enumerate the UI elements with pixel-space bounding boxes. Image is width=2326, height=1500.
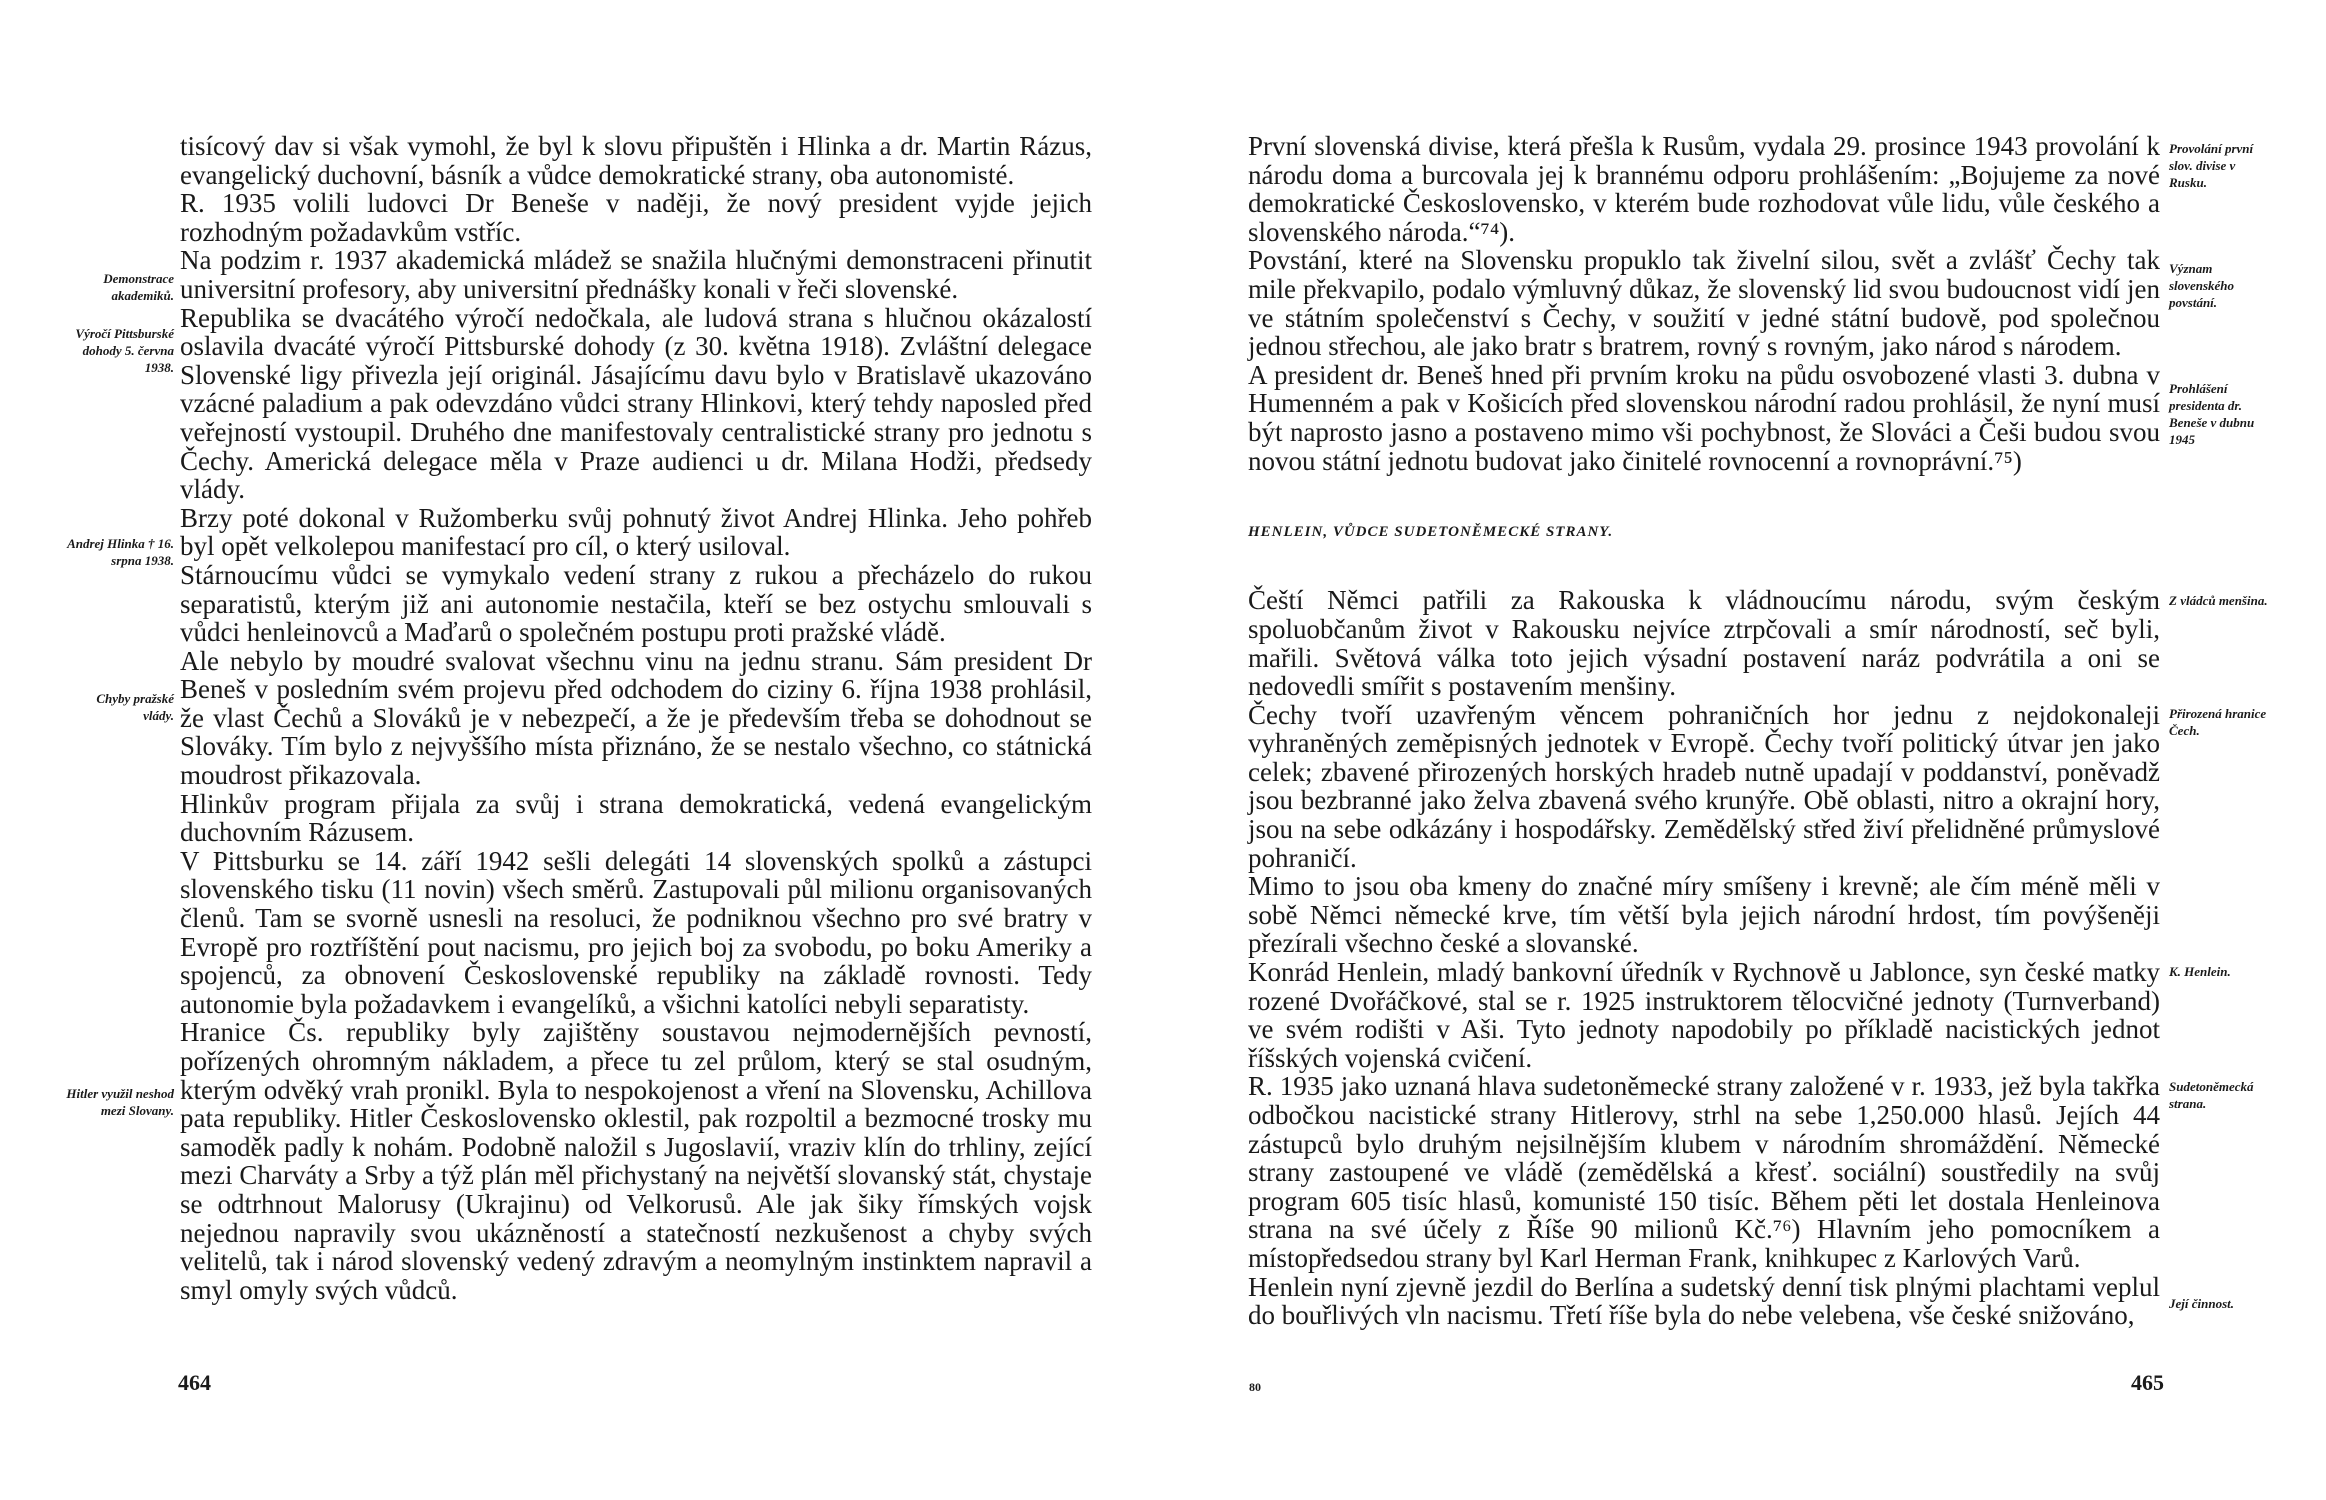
marginal-note: Andrej Hlinka † 16. srpna 1938. [67,536,174,568]
marginal-note: K. Henlein. [2169,964,2231,979]
paragraph: R. 1935 jako uznaná hlava sudetoněmecké strany založené v r. 1933, jež byla takřka odbočkou nacistické strany Hitlerovy, strhl na sebe 1,250.000 hlasů. Jejích 44 zástupců bylo druhým nejsilnějším klubem v národním shromáždění. Německé strany zastoupené ve vládě (zemědělská a křesť. sociální) soustředily na svůj program 605 tisíc hlasů, komunisté 150 tisíc. Během pěti let dostala Henleinova strana na své účely z Říše 90 milionů Kč.⁷⁶) Hlavním jeho pomocníkem a místopředsedou strany byl Karl Herman Frank, knihkupec z Karlových Varů. [1248,1071,2160,1273]
paragraph: Mimo to jsou oba kmeny do značné míry smíšeny i krevně; ale čím méně měli v sobě Němci německé krve, tím větší byla jejich národní hrdost, tím povýšeněji přezírali všechno české a slovanské. [1248,871,2160,959]
paragraph: Čechy tvoří uzavřeným věncem pohraničních hor jednu z nejdokonaleji vyhraněných zeměpisných jednotek v Evropě. Čechy tvoří politický útvar jen jako celek; zbavené přirozených horských hradeb nutně upadají v poddanství, poněvadž jsou bezbranné jako želva zbavená svého krunýře. Obě oblasti, nitro a okrajní hory, jsou na sebe odkázány i hospodářsky. Zemědělský střed živí přelidněné průmyslové pohraničí. [1248,699,2160,873]
marginal-note: Její činnost. [2169,1296,2235,1311]
marginal-note: Chyby pražské vlády. [96,691,174,723]
paragraph: Čeští Němci patřili za Rakouska k vládnoucímu národu, svým českým spoluobčanům život v Rakousku nejvíce ztrpčovali a smír národností, seč byli, mařili. Světová válka toto jejich výsadní postavení naráz podvrátila a oni se nedovedli smířit s postavením menšiny. [1248,585,2160,702]
paragraph: V Pittsburku se 14. září 1942 sešli delegáti 14 slovenských spolků a zástupci slovenského tisku (11 novin) všech směrů. Zastupovali půl milionu organisovaných členů. Tam se svorně usnesli na resoluci, že podniknou všechno pro své bratry v Evropě pro roztříštění pout nacismu, pro jejich boj za svobodu, po boku Ameriky a spojenců, za obnovení Československé republiky na základě rovnosti. Tedy autonomie byla požadavkem i evangelíků, a všichni katolíci nebyli separatisty. [180,845,1092,1019]
marginal-note: Sudetoněmecká strana. [2169,1079,2254,1111]
paragraph: Ale nebylo by moudré svalovat všechnu vinu na jednu stranu. Sám president Dr Beneš v posledním svém projevu před odchodem do ciziny 6. října 1938 prohlásil, že vlast Čechů a Slováků je v nebezpečí, a že je především třeba se dohodnout se Slováky. Tím bylo z nejvyššího místa přiznáno, že se nestalo všechno, co státnická moudrost přikazovala. [180,645,1092,791]
page-number: 465 [2131,1370,2164,1395]
paragraph: Henlein nyní zjevně jezdil do Berlína a sudetský denní tisk plnými plachtami veplul do bouřlivých vln nacismu. Třetí říše byla do nebe velebena, vše české snižováno, [1248,1271,2160,1331]
marginal-note: Provolání první slov. divise v Rusku. [2169,141,2254,190]
marginal-note: Prohlášení presidenta dr. Beneše v dubnu 1945 [2169,381,2255,447]
section-heading: HENLEIN, VŮDCE SUDETONĚMECKÉ STRANY. [1248,523,1614,540]
paragraph: Republika se dvacátého výročí nedočkala, ale ludová strana s hlučnou okázalostí oslavila dvacáté výročí Pittsburské dohody (z 30. května 1918). Zvláštní delegace Slovenské ligy přivezla její originál. Jásajícímu davu bylo v Bratislavě ukazováno vzácné paladium a pak odevzdáno vůdci strany Hlinkovi, který tehdy naposled před veřejností vystoupil. Druhého dne manifestovaly centralistické strany pro jednotu s Čechy. Americká delegace měla v Praze audienci u dr. Milana Hodži, předsedy vlády. [180,302,1092,505]
marginal-note: Význam slovenského povstání. [2169,261,2234,310]
paragraph: Na podzim r. 1937 akademická mládež se snažila hlučnými demonstraceni přinutit universitní profesory, aby universitní přednášky konali v řeči slovenské. [180,245,1092,304]
page-number: 464 [178,1370,211,1395]
signature-mark: 80 [1249,1380,1261,1394]
paragraph: Konrád Henlein, mladý bankovní úředník v Rychnově u Jablonce, syn české matky rozené Dvořáčkové, stal se r. 1925 instruktorem tělocvičné jednoty (Turnverband) ve svém rodišti v Aši. Tyto jednoty napodobily po příkladě nacistických jednot říšských vojenská cvičení. [1248,957,2160,1073]
marginal-note: Z vládců menšina. [2169,593,2268,608]
spacer [1248,475,2160,504]
marginal-note: Demonstrace akademiků. [103,271,174,303]
paragraph: První slovenská divise, která přešla k Rusům, vydala 29. prosince 1943 provolání k národu doma a burcovala jej k brannému odporu prohlášením: „Bojujeme za nové demokratické Československo, v kterém bude rozhodovat vůle lidu, vůle českého a slovenského národa.“⁷⁴). [1248,131,2160,247]
right-page-text [1248,132,2160,1330]
paragraph: Brzy poté dokonal v Ružomberku svůj pohnutý život Andrej Hlinka. Jeho pohřeb byl opět velkolepou manifestací pro cíl, o který usiloval. [180,502,1092,562]
paragraph: Stárnoucímu vůdci se vymykalo vedení strany z rukou a přecházelo do rukou separatistů, kterým již ani autonomie nestačila, kteří se bez ostychu smlouvali s vůdci henleinovců a Maďarů o společném postupu proti pražské vládě. [180,559,1092,648]
marginal-note: Výročí Pittsburské dohody 5. června 1938. [75,326,174,375]
left-page-text [180,132,1092,1304]
marginal-note: Hitler využil neshod mezi Slovany. [66,1086,174,1118]
paragraph: Hlinkův program přijala za svůj i strana demokratická, vedená evangelickým duchovním Rázusem. [180,788,1092,848]
paragraph: Hranice Čs. republiky byly zajištěny soustavou nejmodernějších pevností, pořízených ohromným nákladem, a přece tu zel průlom, který se stal osudným, kterým odvěký vrah pronikl. Byla to nespokojenost a vření na Slovensku, Achillova pata republiky. Hitler Československo oklestil, pak rozpoltil a bezmocné trosky mu samoděk padly k nohám. Podobně naložil s Jugoslavií, vraziv klín do trhliny, zející mezi Charváty a Srby a týž plán měl přichystaný na největší slovanský stát, chystaje se odtrhnout Malorusy (Ukrajinu) od Velkorusů. Ale jak šiky římských vojsk nejednou napravily svou ukázněností a statečností nezkušenost a chyby svých velitelů, tak i národ slovenský vedený zdravým a neomylným instinktem napravil a smyl omyly svých vůdců. [180,1017,1092,1305]
right-page [1163,0,2326,1500]
paragraph: A president dr. Beneš hned při prvním kroku na půdu osvobozené vlasti 3. dubna v Humenném a pak v Košicích před slovenskou národní radou prohlásil, že nyní musí být naprosto jasno a postaveno mimo vši pochybnost, že Slováci a Češi budou svou novou státní jednotu budovat jako činitelé rovnocenní a rovnoprávní.⁷⁵) [1248,359,2160,476]
paragraph: Povstání, které na Slovensku propuklo tak živelní silou, svět a zvlášť Čechy tak mile překvapilo, podalo výmluvný důkaz, že slovenský lid svou budoucnost vidí jen ve státním společenství s Čechy, v soužití v jedné státní budově, pod společnou jednou střechou, ale jako bratr s bratrem, rovný s rovným, jako národ s národem. [1248,245,2160,362]
marginal-note: Přirozená hranice Čech. [2169,706,2267,738]
paragraph: R. 1935 volili ludovci Dr Beneše v naději, že nový president vyjde jejich rozhodným požadavkům vstříc. [180,188,1092,247]
paragraph: tisícový dav si však vymohl, že byl k slovu připuštěn i Hlinka a dr. Martin Rázus, evangelický duchovní, básník a vůdce demokratické strany, oba autonomisté. [180,131,1092,190]
